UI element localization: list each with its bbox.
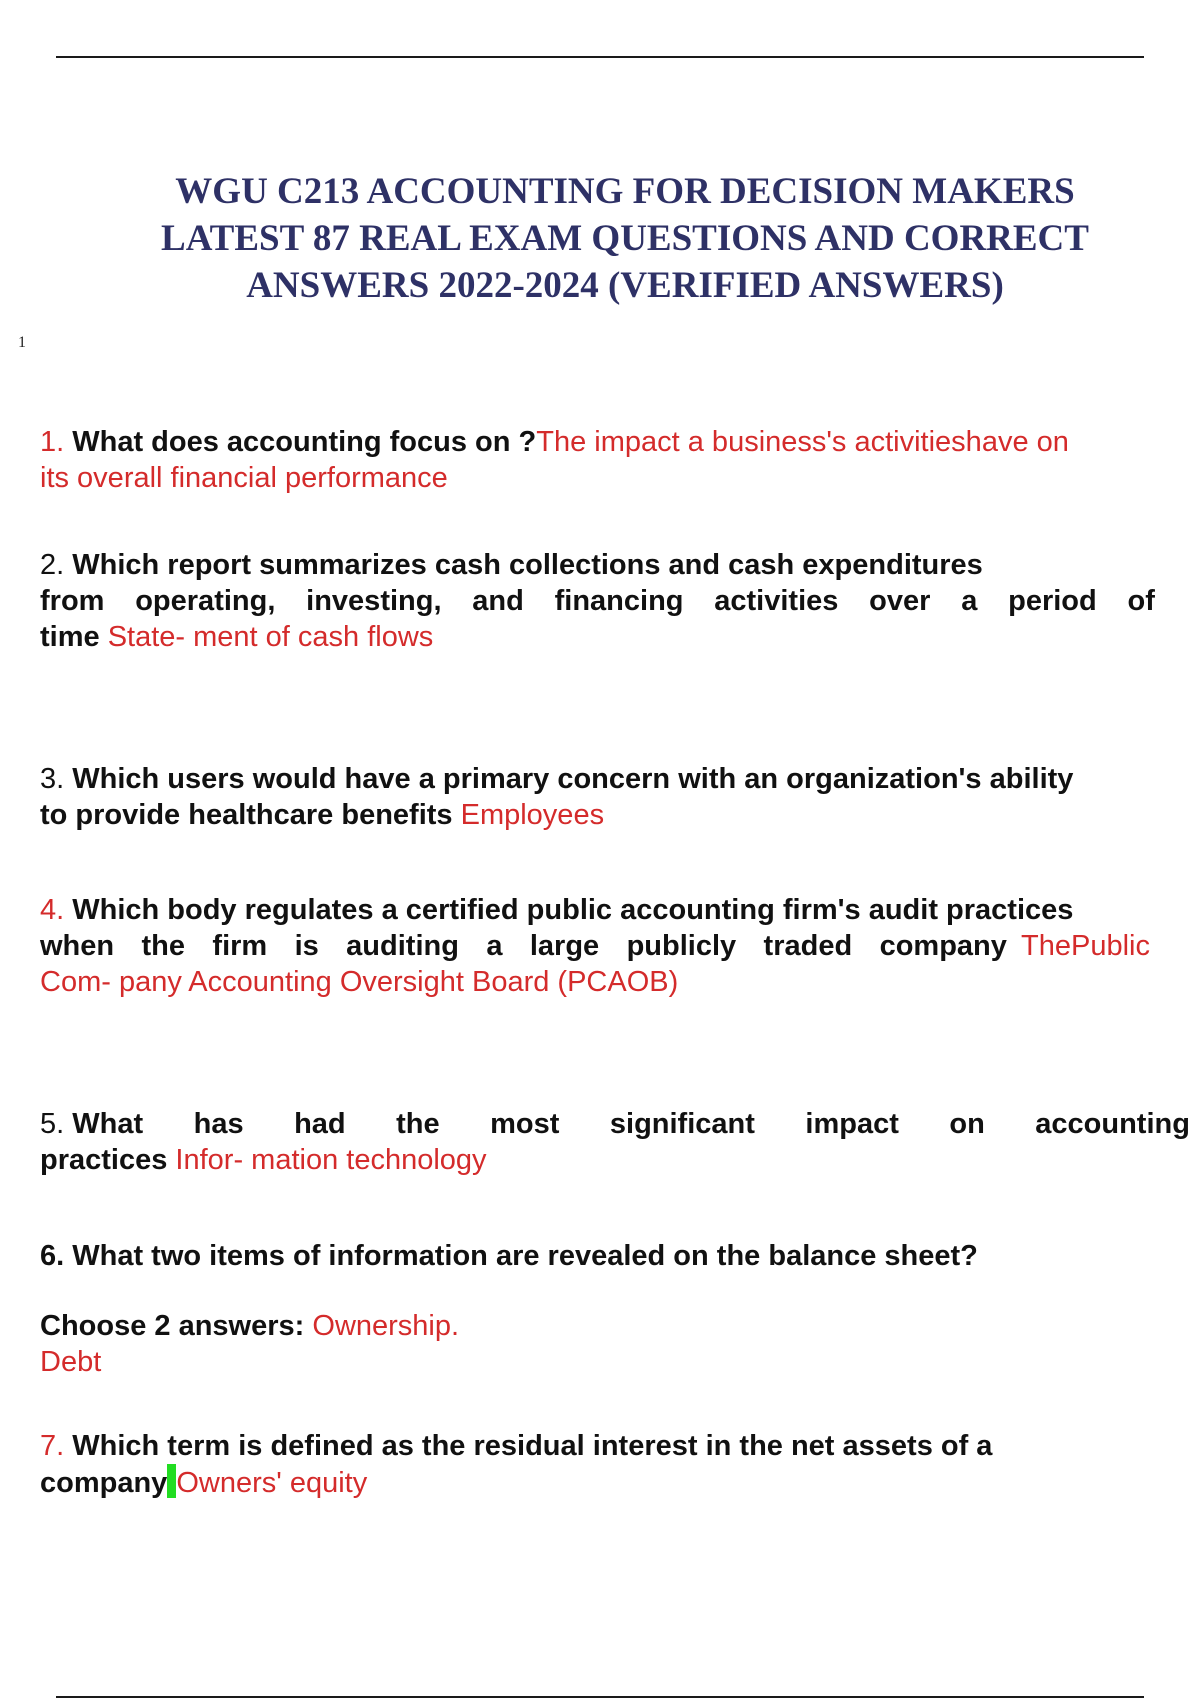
word: of (1127, 585, 1155, 617)
word: company (879, 930, 1007, 962)
word: investing, (306, 585, 442, 617)
word: had (294, 1108, 346, 1140)
question-text-justified-line (40, 1106, 1190, 1142)
question-text: Which report summarizes cash collections and cash expenditures (72, 549, 983, 581)
question-text: Which body regulates a certified public accounting firm's audit practices (72, 894, 1074, 926)
justified-words (40, 928, 1007, 964)
question-text-justified-line (40, 928, 1150, 964)
word: financing (554, 585, 684, 617)
question-number: 6. (40, 1240, 65, 1272)
question-number: 7. (40, 1430, 65, 1462)
page-number: 1 (18, 334, 26, 351)
word: a (961, 585, 978, 617)
word: has (193, 1108, 244, 1140)
question-4 (40, 892, 1190, 1000)
word: the (396, 1108, 440, 1140)
question-text: What two items of information are revealed on the balance sheet? (72, 1240, 978, 1272)
word: is (294, 930, 319, 962)
answer-text: Infor- mation technology (175, 1144, 487, 1176)
document-title (40, 168, 1200, 309)
title-line-2: LATEST 87 REAL EXAM QUESTIONS AND CORRECT (161, 218, 1089, 259)
question-text: Which term is defined as the residual interest in the net assets of a (72, 1430, 993, 1462)
question-number-and-word (40, 1106, 143, 1142)
answer-text-continued: its overall financial performance (40, 462, 448, 494)
word: period (1008, 585, 1097, 617)
question-text-end: time (40, 621, 100, 653)
choose-prompt: Choose 2 answers: (40, 1310, 305, 1342)
question-1 (40, 424, 1190, 496)
answer-option-1: Ownership. (312, 1310, 460, 1342)
answer-text-continued: Com- pany Accounting Oversight Board (PCAOB) (40, 966, 679, 998)
question-7 (40, 1428, 1190, 1501)
question-text-justified-line (40, 583, 1155, 619)
question-number: 1. (40, 426, 65, 458)
word: operating, (135, 585, 276, 617)
word: large (529, 930, 600, 962)
answer-text: Owners' equity (176, 1467, 368, 1499)
answer-text: The impact a business's activitieshave on (536, 426, 1069, 458)
question-number: 4. (40, 894, 65, 926)
question-number: 3. (40, 763, 65, 795)
word: significant (609, 1108, 755, 1140)
word: activities (714, 585, 839, 617)
bottom-rule (56, 1696, 1144, 1698)
answer-text: State- ment of cash flows (107, 621, 434, 653)
top-rule (56, 56, 1144, 58)
word: from (40, 585, 105, 617)
question-2 (40, 547, 1190, 655)
question-3 (40, 761, 1190, 833)
word: when (40, 930, 115, 962)
question-number: 5. (40, 1108, 65, 1140)
question-text: Which users would have a primary concern with an organization's ability (72, 763, 1074, 795)
word: the (141, 930, 186, 962)
question-text-end: to provide healthcare benefits (40, 799, 453, 831)
word: traded (763, 930, 853, 962)
question-6 (40, 1238, 1190, 1380)
word: What (72, 1108, 144, 1140)
question-number: 2. (40, 549, 65, 581)
question-text: What does accounting focus on ? (72, 426, 537, 458)
word: and (472, 585, 524, 617)
word: a (486, 930, 503, 962)
word: impact (805, 1108, 899, 1140)
word: on (949, 1108, 985, 1140)
question-text-end: practices (40, 1144, 168, 1176)
answer-text: ThePublic (1021, 930, 1150, 962)
word: accounting (1035, 1108, 1190, 1140)
title-line-3: ANSWERS 2022-2024 (VERIFIED ANSWERS) (246, 265, 1004, 306)
word: over (869, 585, 931, 617)
title-line-1: WGU C213 ACCOUNTING FOR DECISION MAKERS (175, 171, 1075, 212)
answer-text: Employees (460, 799, 605, 831)
text-highlight-marker (167, 1464, 176, 1498)
answer-option-2: Debt (40, 1346, 102, 1378)
question-text-end: company (40, 1467, 168, 1499)
question-5 (40, 1106, 1190, 1178)
word: auditing (346, 930, 459, 962)
word: firm (212, 930, 268, 962)
word: most (490, 1108, 560, 1140)
word: publicly (626, 930, 737, 962)
